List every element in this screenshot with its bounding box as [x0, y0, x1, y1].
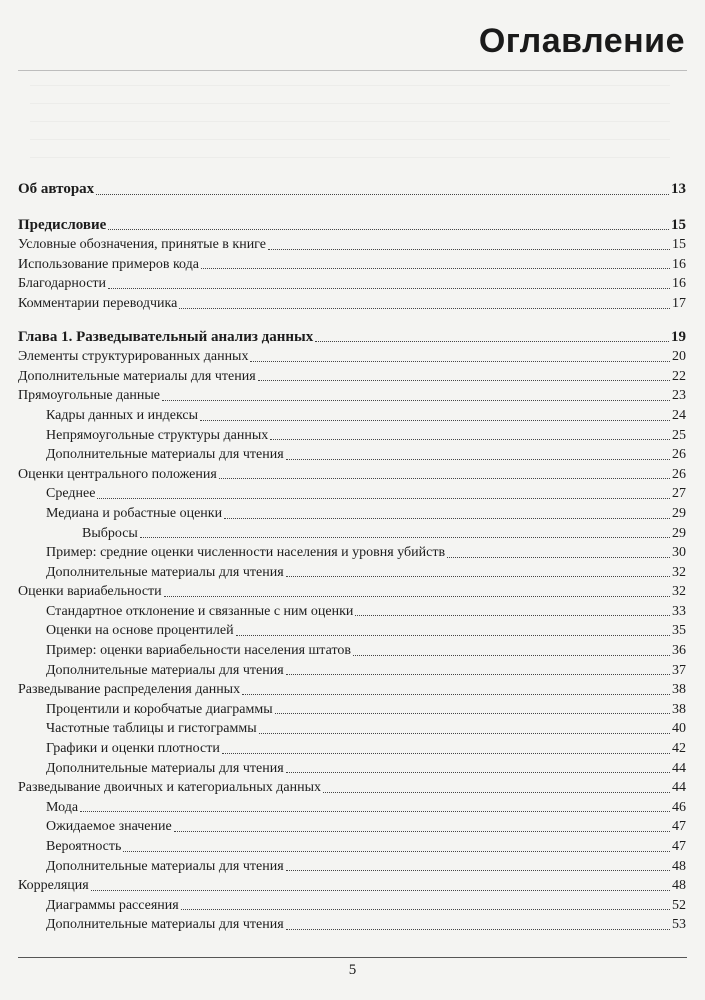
toc-entry-title: Дополнительные материалы для чтения [46, 447, 284, 463]
toc-entry-page: 48 [672, 878, 686, 894]
toc-entry-page: 48 [672, 858, 686, 874]
toc-entry-page: 23 [672, 388, 686, 404]
toc-entry-title: Графики и оценки плотности [46, 741, 220, 757]
dot-leader [108, 288, 670, 289]
toc-entry[interactable] [18, 621, 686, 641]
toc-entry-page: 38 [672, 701, 686, 717]
toc-entry[interactable] [18, 876, 686, 896]
dot-leader [174, 831, 670, 832]
toc-entry-title: Пример: оценки вариабельности населения штатов [46, 643, 351, 659]
toc-entry[interactable] [18, 563, 686, 583]
toc-entry-title: Глава 1. Разведывательный анализ данных [18, 328, 314, 345]
toc-entry-title: Процентили и коробчатые диаграммы [46, 701, 273, 717]
dot-leader [242, 694, 670, 695]
toc-entry-page: 52 [672, 897, 686, 913]
toc-entry[interactable] [18, 328, 686, 348]
toc-entry-page: 42 [672, 741, 686, 757]
dot-leader [268, 249, 670, 250]
toc-entry[interactable] [18, 778, 686, 798]
dot-leader [162, 400, 670, 401]
toc-entry[interactable] [18, 235, 686, 255]
toc-entry-title: Дополнительные материалы для чтения [46, 917, 284, 933]
dot-leader [108, 229, 669, 230]
top-divider [18, 70, 687, 71]
toc-entry-page: 26 [672, 447, 686, 463]
toc-entry-page: 36 [672, 643, 686, 659]
page-number: 5 [348, 962, 357, 978]
toc-entry[interactable] [18, 915, 686, 935]
toc-entry-title: Дополнительные материалы для чтения [46, 858, 284, 874]
toc-entry-page: 13 [671, 181, 686, 197]
toc-entry-title: Ожидаемое значение [46, 819, 172, 835]
toc-entry-title: Непрямоугольные структуры данных [46, 427, 269, 443]
toc-entry[interactable] [18, 582, 686, 602]
dot-leader [323, 792, 670, 793]
toc-entry[interactable] [18, 484, 686, 504]
toc-entry-page: 47 [672, 819, 686, 835]
toc-entry[interactable] [18, 367, 686, 387]
toc-entry-page: 47 [672, 839, 686, 854]
toc-entry[interactable] [18, 255, 686, 275]
toc-entry-page: 29 [672, 525, 686, 541]
toc-entry-page: 19 [671, 328, 686, 345]
toc-entry-title: Элементы структурированных данных [18, 349, 249, 365]
toc-entry[interactable] [18, 294, 686, 314]
toc-entry[interactable] [18, 680, 686, 700]
toc-entry-title: Комментарии переводчика [18, 295, 178, 311]
bleed-through-texture [30, 85, 670, 165]
toc-entry-title: Оценки центрального положения [18, 466, 217, 482]
toc-entry[interactable] [18, 406, 686, 426]
toc-entry-title: Условные обозначения, принятые в книге [18, 237, 266, 253]
toc-entry-page: 27 [672, 486, 686, 502]
dot-leader [164, 596, 670, 597]
dot-leader [123, 851, 670, 852]
toc-entry-page: 16 [672, 276, 686, 292]
toc-entry[interactable] [18, 661, 686, 681]
dot-leader [447, 557, 670, 558]
toc-entry[interactable] [18, 524, 686, 544]
toc-entry[interactable] [18, 602, 686, 622]
toc-entry[interactable] [18, 504, 686, 524]
toc-entry-title: Благодарности [18, 276, 107, 292]
toc-entry[interactable] [18, 426, 686, 446]
dot-leader [91, 890, 670, 891]
toc-entry[interactable] [18, 641, 686, 661]
toc-entry-title: Выбросы [82, 525, 138, 541]
toc-entry-page: 53 [672, 917, 686, 933]
toc-entry-title: Медиана и робастные оценки [46, 505, 223, 521]
toc-entry-page: 15 [672, 237, 686, 253]
dot-leader [286, 576, 670, 577]
dot-leader [259, 733, 670, 734]
toc-entry[interactable] [18, 274, 686, 294]
dot-leader [236, 635, 670, 636]
dot-leader [200, 420, 670, 421]
toc-entry-title: Корреляция [18, 878, 89, 894]
dot-leader [286, 870, 670, 871]
toc-entry[interactable] [18, 857, 686, 877]
toc-entry-page: 16 [672, 256, 686, 272]
toc-entry-title: Мода [46, 799, 79, 815]
toc-entry-page: 44 [672, 760, 686, 776]
dot-leader [286, 929, 670, 930]
dot-leader [201, 268, 670, 269]
toc-entry-page: 17 [672, 295, 686, 311]
toc-entry-page: 46 [672, 799, 686, 815]
dot-leader [315, 341, 669, 342]
toc-entry[interactable] [18, 445, 686, 465]
dot-leader [258, 380, 670, 381]
dot-leader [275, 713, 670, 714]
dot-leader [224, 518, 670, 519]
toc-entry-title: Оценки вариабельности [18, 584, 162, 600]
dot-leader [286, 459, 670, 460]
toc-entry-title: Разведывание распределения данных [18, 682, 241, 698]
toc-entry-page: 38 [672, 682, 686, 698]
toc-entry-title: Среднее [46, 486, 96, 502]
toc-entry-page: 24 [672, 407, 686, 423]
toc-entry[interactable] [18, 386, 686, 406]
dot-leader [286, 772, 670, 773]
toc-entry[interactable] [18, 739, 686, 759]
dot-leader [179, 308, 670, 309]
dot-leader [286, 674, 670, 675]
toc-entry-page: 32 [672, 564, 686, 580]
toc-entry[interactable] [18, 837, 686, 857]
bottom-divider [18, 957, 687, 958]
toc-entry[interactable] [18, 543, 686, 563]
toc-entry-page: 22 [672, 368, 686, 384]
dot-leader [353, 655, 670, 656]
toc-entry-title: Дополнительные материалы для чтения [46, 760, 284, 776]
toc-entry[interactable] [18, 216, 686, 236]
toc-entry-page: 40 [672, 721, 686, 737]
dot-leader [222, 753, 670, 754]
dot-leader [181, 909, 670, 910]
toc-entry[interactable] [18, 759, 686, 779]
page-title: Оглавление [478, 22, 685, 60]
toc-entry-title: Прямоугольные данные [18, 388, 161, 404]
section-gap [18, 314, 686, 328]
toc-entry-page: 29 [672, 505, 686, 521]
section-gap [18, 200, 686, 216]
toc-entry[interactable] [18, 700, 686, 720]
toc-entry-page: 30 [672, 545, 686, 561]
toc-entry-page: 20 [672, 349, 686, 365]
dot-leader [96, 194, 669, 195]
toc-entry[interactable] [18, 817, 686, 837]
toc-entry-title: Дополнительные материалы для чтения [46, 662, 284, 678]
toc-entry-title: Использование примеров кода [18, 256, 199, 272]
toc-entry-title: Вероятность [46, 839, 122, 854]
toc-entry[interactable] [18, 465, 686, 485]
toc-entry-page: 37 [672, 662, 686, 678]
toc-entry-page: 35 [672, 623, 686, 639]
toc-entry[interactable] [18, 798, 686, 818]
toc-entry-title: Оценки на основе процентилей [46, 623, 234, 639]
toc-entry-page: 25 [672, 427, 686, 443]
toc-entry[interactable] [18, 180, 686, 200]
dot-leader [140, 537, 670, 538]
toc-entry-title: Дополнительные материалы для чтения [46, 564, 284, 580]
toc-entry-title: Об авторах [18, 181, 95, 197]
toc-entry-title: Предисловие [18, 216, 107, 233]
toc-entry-title: Дополнительные материалы для чтения [18, 368, 256, 384]
toc-entry-page: 32 [672, 584, 686, 600]
dot-leader [219, 478, 670, 479]
dot-leader [250, 361, 670, 362]
toc-entry-title: Частотные таблицы и гистограммы [46, 721, 257, 737]
toc-entry-title: Стандартное отклонение и связанные с ним оценки [46, 603, 354, 619]
toc-entry[interactable] [18, 896, 686, 916]
dot-leader [80, 811, 670, 812]
toc-entry[interactable] [18, 719, 686, 739]
toc-entry-title: Разведывание двоичных и категориальных данных [18, 780, 322, 796]
toc-entry-page: 44 [672, 780, 686, 796]
toc-entry-title: Кадры данных и индексы [46, 407, 199, 423]
dot-leader [270, 439, 670, 440]
toc-entry-page: 33 [672, 603, 686, 619]
toc-entry[interactable] [18, 347, 686, 367]
table-of-contents [18, 180, 686, 935]
dot-leader [355, 615, 670, 616]
toc-entry-title: Диаграммы рассеяния [46, 897, 179, 913]
toc-entry-page: 15 [671, 216, 686, 233]
dot-leader [97, 498, 670, 499]
toc-entry-title: Пример: средние оценки численности населения и уровня убийств [46, 545, 446, 561]
toc-entry-page: 26 [672, 466, 686, 482]
